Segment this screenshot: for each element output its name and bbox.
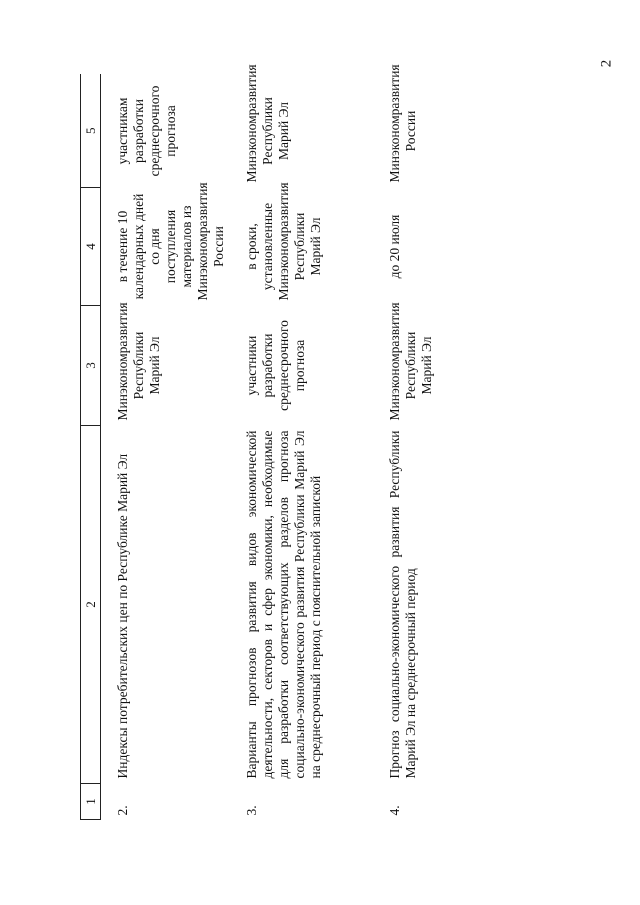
row-executor: Минэкономразвития Республики Марий Эл [387, 302, 434, 421]
row-executor: участники разработки среднесрочного прогноза [244, 320, 307, 411]
header-row [81, 75, 101, 820]
row-recipient: участникам разработки среднесрочного прогноза [115, 85, 178, 177]
row-deadline: в сроки, установленные Минэкономразвития Республики Марий Эл [244, 182, 323, 301]
row-deadline: до 20 июля [387, 214, 402, 279]
row-recipient: Минэкономразвития Республики Марий Эл [244, 64, 291, 183]
row-number: 3. [244, 805, 259, 816]
rotated-table-container [80, 64, 440, 820]
row-executor: Минэкономразвития Республики Марий Эл [115, 302, 162, 421]
row-number: 2. [115, 805, 130, 816]
table-row [384, 75, 467, 820]
row-recipient: Минэкономразвития России [387, 64, 418, 183]
row-title: Индексы потребительских цен по Республике Марий Эл [115, 453, 130, 779]
row-title: Варианты прогнозов развития видов экономической деятельности, секторов и сфер экономики, необходимые для разработки соответствующих разделов прогноза социально-экономического развития Республики Марий Эл на среднесрочный период с пояснительной запиской [244, 430, 323, 779]
column-header: 2 [81, 426, 101, 784]
plan-table [80, 64, 467, 821]
column-header: 4 [81, 188, 101, 306]
table-row [101, 75, 242, 820]
column-header: 3 [81, 306, 101, 426]
row-title: Прогноз социально-экономического развития Республики Марий Эл на среднесрочный период [387, 430, 418, 779]
row-number: 4. [387, 805, 402, 816]
column-header: 1 [81, 784, 101, 820]
column-header: 5 [81, 75, 101, 188]
table-row [241, 75, 384, 820]
row-deadline: в течение 10 календарных дней со дня поступления материалов из Минэкономразвития России [115, 182, 226, 301]
page-number: 2 [598, 59, 615, 68]
